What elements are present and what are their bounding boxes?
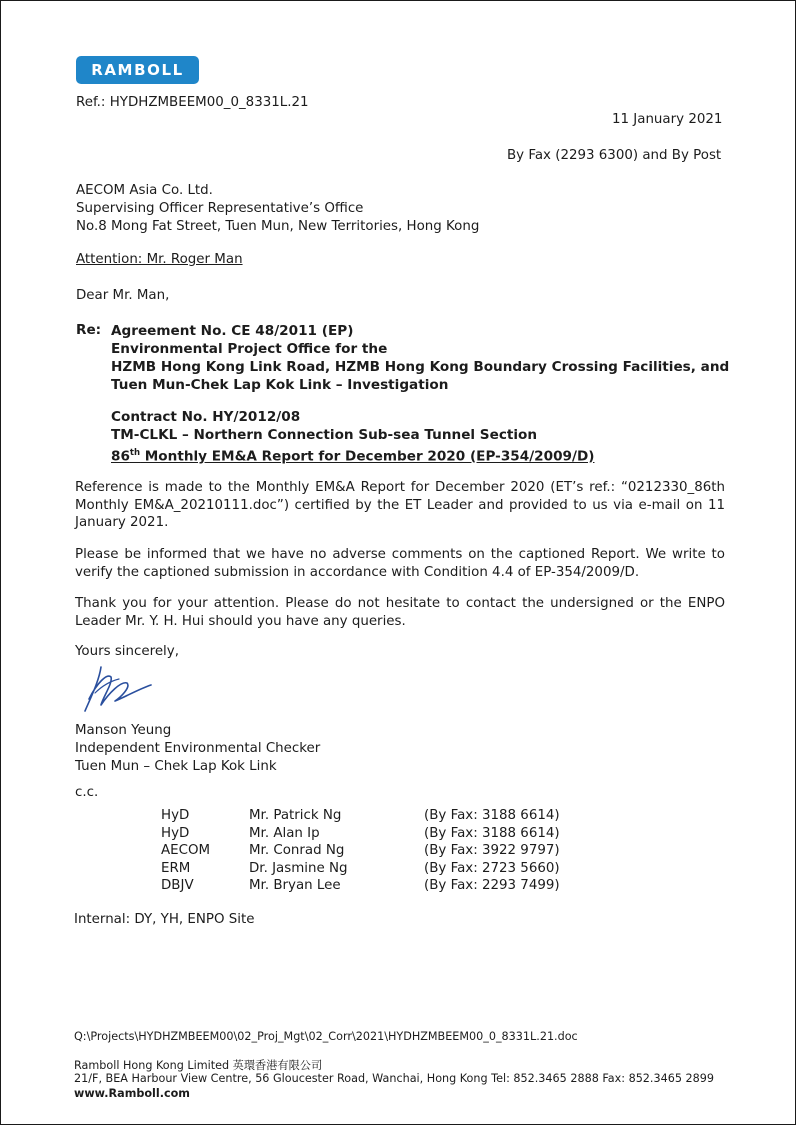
paragraph-comments: Please be informed that we have no adverse comments on the captioned Report. We write to verify the captioned submission in accordance with Condition 4.4 of EP-354/2009/D. — [75, 547, 725, 580]
cc-list — [161, 807, 560, 895]
signature-block — [75, 722, 320, 776]
subject-link: Tuen Mun-Chek Lap Kok Link – Investigation — [111, 377, 449, 393]
cc-row — [161, 825, 560, 843]
internal-distribution: Internal: DY, YH, ENPO Site — [74, 912, 255, 927]
reference-number: Ref.: HYDHZMBEEM00_0_8331L.21 — [76, 95, 309, 110]
cc-org: DBJV — [161, 878, 194, 894]
footer-website: www.Ramboll.com — [74, 1087, 190, 1100]
cc-fax: (By Fax: 3188 6614) — [424, 825, 560, 841]
cc-name: Mr. Conrad Ng — [249, 843, 345, 859]
cc-org: HyD — [161, 808, 190, 823]
contract-number: Contract No. HY/2012/08 — [111, 409, 301, 425]
cc-row — [161, 860, 560, 878]
cc-name: Mr. Bryan Lee — [249, 878, 341, 894]
cc-name: Mr. Patrick Ng — [249, 808, 342, 823]
paragraph-reference: Reference is made to the Monthly EM&A Report for December 2020 (ET’s ref.: “0212330_86th Monthly EM&A_20210111.doc”) certified by the ET Leader and provided to us via e-mail on 11 January 2021. — [75, 480, 725, 530]
recipient-address — [76, 182, 479, 236]
cc-fax: (By Fax: 2293 7499) — [424, 878, 560, 894]
delivery-method: By Fax (2293 6300) and By Post — [507, 148, 722, 163]
signatory-title: Independent Environmental Checker — [75, 741, 321, 756]
cc-fax: (By Fax: 3922 9797) — [424, 843, 560, 859]
subject-office: Environmental Project Office for the — [111, 341, 388, 357]
cc-name: Mr. Alan Ip — [249, 825, 320, 841]
cc-row — [161, 842, 560, 860]
recipient-company: AECOM Asia Co. Ltd. — [76, 183, 213, 198]
handwritten-signature — [81, 663, 163, 715]
subject-project: HZMB Hong Kong Link Road, HZMB Hong Kong Boundary Crossing Facilities, and — [111, 359, 730, 375]
file-path: Q:\Projects\HYDHZMBEEM00\02_Proj_Mgt\02_Corr\2021\HYDHZMBEEM00_0_8331L.21.doc — [74, 1030, 578, 1043]
attention-line: Attention: Mr. Roger Man — [76, 252, 243, 267]
cc-org: AECOM — [161, 843, 211, 859]
closing: Yours sincerely, — [75, 644, 179, 659]
signatory-name: Manson Yeung — [75, 723, 172, 738]
subject-block — [111, 322, 729, 394]
report-title: 86th Monthly EM&A Report for December 2020 (EP-354/2009/D) — [111, 448, 595, 465]
cc-name: Dr. Jasmine Ng — [249, 860, 348, 876]
paragraph-thanks: Thank you for your attention. Please do not hesitate to contact the undersigned or the ENPO Leader Mr. Y. H. Hui should you have any queries. — [75, 596, 725, 629]
recipient-street: No.8 Mong Fat Street, Tuen Mun, New Territories, Hong Kong — [76, 219, 480, 234]
ramboll-logo: RAMBOLL — [76, 56, 199, 84]
cc-row — [161, 877, 560, 895]
letter-date: 11 January 2021 — [612, 112, 723, 127]
signatory-project: Tuen Mun – Chek Lap Kok Link — [75, 759, 277, 774]
cc-org: ERM — [161, 860, 191, 876]
cc-fax: (By Fax: 2723 5660) — [424, 860, 560, 876]
contract-block — [111, 408, 594, 466]
footer-address: 21/F, BEA Harbour View Centre, 56 Gloucester Road, Wanchai, Hong Kong Tel: 852.3465 2888 Fax: 852.3465 2899 — [74, 1072, 714, 1085]
footer-company: Ramboll Hong Kong Limited 英環香港有限公司 — [74, 1059, 323, 1072]
cc-label: c.c. — [75, 785, 99, 800]
cc-row — [161, 807, 560, 825]
re-label: Re: — [76, 322, 102, 338]
contract-section: TM-CLKL – Northern Connection Sub-sea Tunnel Section — [111, 427, 538, 443]
cc-fax: (By Fax: 3188 6614) — [424, 808, 560, 823]
cc-org: HyD — [161, 825, 190, 841]
recipient-office: Supervising Officer Representative’s Office — [76, 201, 364, 216]
salutation: Dear Mr. Man, — [76, 288, 170, 303]
subject-agreement: Agreement No. CE 48/2011 (EP) — [111, 323, 354, 339]
